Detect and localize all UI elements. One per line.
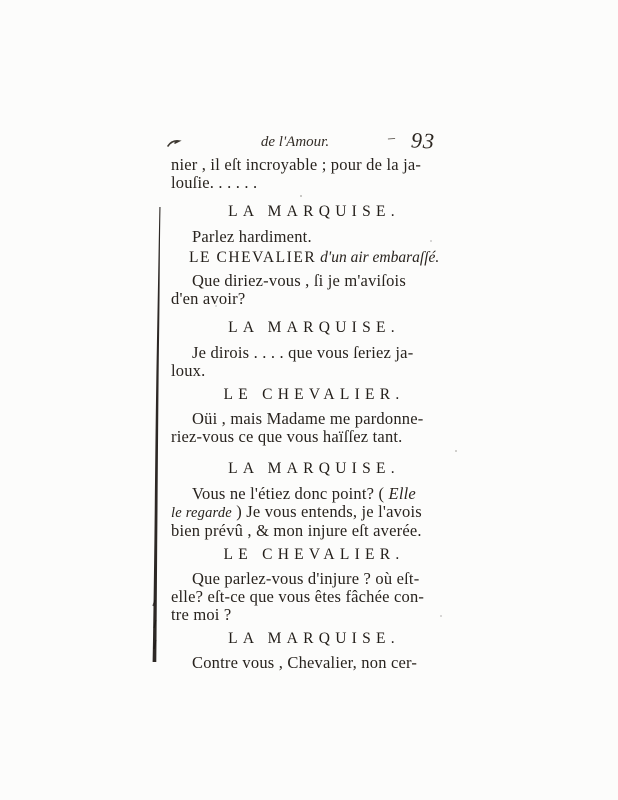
text-block [171,156,457,672]
speaker-heading-le-chevalier: LE CHEVALIER. [223,386,405,403]
header-dash-mark: – [387,130,396,147]
dialogue-line: loux. [171,361,206,380]
speaker-name: LE CHEVALIER [189,249,317,266]
dialogue-line: Contre vous , Chevalier, non cer- [192,653,418,672]
speaker-heading-la-marquise: LA MARQUISE. [228,630,400,647]
dialogue-line: Parlez hardiment. [192,227,312,246]
dialogue-line: Que parlez-vous d'injure ? où eſt- [192,569,420,588]
dialogue-line: bien prévû , & mon injure eſt averée. [171,521,422,540]
speaker-heading-la-marquise: LA MARQUISE. [228,460,400,477]
speaker-heading-la-marquise: LA MARQUISE. [228,319,400,336]
gutter-shadow-line [153,207,161,662]
dialogue-line: riez-vous ce que vous haïſſez tant. [171,427,403,446]
dialogue-line [171,485,457,503]
dialogue-line: d'en avoir? [171,289,246,308]
speaker-heading-le-chevalier: LE CHEVALIER. [223,546,405,563]
dialogue-line: tre moi ? [171,605,232,624]
dialogue-line [171,503,457,522]
running-header: de l'Amour. [260,134,330,150]
speaker-heading-le-chevalier [171,248,457,268]
gutter-shadow-texture [153,600,156,649]
stage-direction: le regarde [171,505,232,521]
stage-direction: d'un air embaraſſé. [320,249,440,266]
stage-direction: Elle [388,484,416,503]
dialogue-line: Que diriez-vous , ſi je m'aviſois [192,271,406,290]
speaker-heading-la-marquise: LA MARQUISE. [228,203,400,220]
line-text: ) Je vous entends, je l'avois [231,502,422,521]
dialogue-line: Oüi , mais Madame me pardonne- [192,409,424,428]
line-text: Vous ne l'étiez donc point? ( [192,484,389,503]
dialogue-line: nier , il eſt incroyable ; pour de la ja- [171,155,422,174]
dialogue-line: louſie. . . . . . [171,173,258,192]
page-number: 93 [410,127,436,154]
dialogue-line: Je dirois . . . . que vous ſeriez ja- [192,343,414,362]
dialogue-line: elle? eſt-ce que vous êtes fâchée con- [171,587,425,606]
